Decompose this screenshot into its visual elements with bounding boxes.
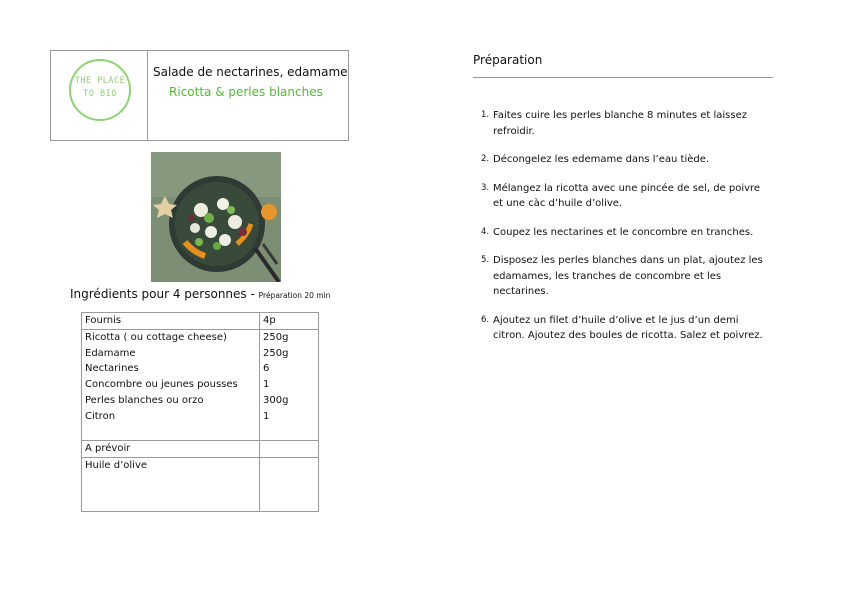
table-row (82, 329, 319, 441)
step-text: Coupez les nectarines et le concombre en tranches. (493, 226, 754, 238)
ingredient-quantities (260, 329, 319, 441)
preparation-divider (473, 77, 773, 78)
prep-time: Préparation 20 min (258, 291, 331, 300)
step-number: 3. (481, 182, 490, 193)
step-number: 6. (481, 314, 490, 325)
step-number: 4. (481, 226, 490, 237)
column-header-quantity: 4p (260, 313, 319, 330)
step-text: Ajoutez un filet d’huile d’olive et le jus d’un demi citron. Ajoutez des boules de ricotta. Salez et poivrez. (493, 314, 763, 341)
dish-photo (151, 152, 281, 282)
brand-logo (69, 59, 131, 121)
ingredient-quantity: 300g (263, 394, 289, 406)
step-item (473, 108, 773, 139)
ingredient-name: Perles blanches ou orzo (85, 394, 204, 406)
step-text: Mélangez la ricotta avec une pincée de sel, de poivre et une càc d’huile d’olive. (493, 182, 761, 209)
to-plan-quantity (260, 441, 319, 458)
ingredient-quantity: 250g (263, 331, 289, 343)
step-text: Décongelez les edemame dans l’eau tiède. (493, 154, 710, 165)
table-row (82, 441, 319, 458)
ingredient-quantity: 1 (263, 379, 270, 391)
logo-cell (51, 51, 148, 140)
logo-line-2: TO BIO (83, 89, 117, 99)
spacer (85, 425, 256, 441)
ingredient-names (82, 329, 260, 441)
step-number: 2. (481, 154, 490, 164)
ingredient-name: Nectarines (85, 363, 139, 375)
ingredient-name: Concombre ou jeunes pousses (85, 379, 238, 391)
ingredient-quantity: 6 (263, 363, 270, 375)
preparation-title: Préparation (473, 53, 543, 67)
step-number: 1. (481, 110, 490, 120)
ingredient-quantity: 1 (263, 410, 270, 422)
to-plan-label: A prévoir (82, 441, 260, 458)
recipe-title: Salade de nectarines, edamame (153, 65, 348, 79)
recipe-subtitle: Ricotta & perles blanches (169, 85, 323, 99)
step-item (473, 225, 773, 241)
logo-line-1: THE PLACE (74, 76, 126, 86)
preparation-steps (473, 108, 773, 357)
table-header-row (82, 313, 319, 330)
ingredients-table (81, 312, 319, 512)
ingredient-name: Citron (85, 410, 116, 422)
ingredients-title: Ingrédients pour 4 personnes - (70, 287, 255, 301)
column-header-ingredient: Fournis (82, 313, 260, 330)
step-item (473, 313, 773, 344)
ingredients-heading (70, 287, 330, 301)
recipe-header (50, 50, 349, 141)
ingredient-name: Edamame (85, 347, 136, 359)
logo-text (71, 75, 129, 101)
to-plan-item: Huile d’olive (82, 458, 260, 512)
step-item (473, 152, 773, 168)
to-plan-item-quantity (260, 458, 319, 512)
step-item (473, 253, 773, 300)
step-item (473, 181, 773, 212)
step-text: Faites cuire les perles blanche 8 minutes et laissez refroidir. (493, 110, 748, 137)
table-row (82, 458, 319, 512)
step-text: Disposez les perles blanches dans un plat, ajoutez les edamames, les tranches de concombre et les nectarines. (493, 255, 763, 297)
step-number: 5. (481, 255, 490, 265)
ingredient-name: Ricotta ( ou cottage cheese) (85, 331, 227, 343)
ingredient-quantity: 250g (263, 347, 289, 359)
dish-photo-illustration (151, 152, 281, 282)
